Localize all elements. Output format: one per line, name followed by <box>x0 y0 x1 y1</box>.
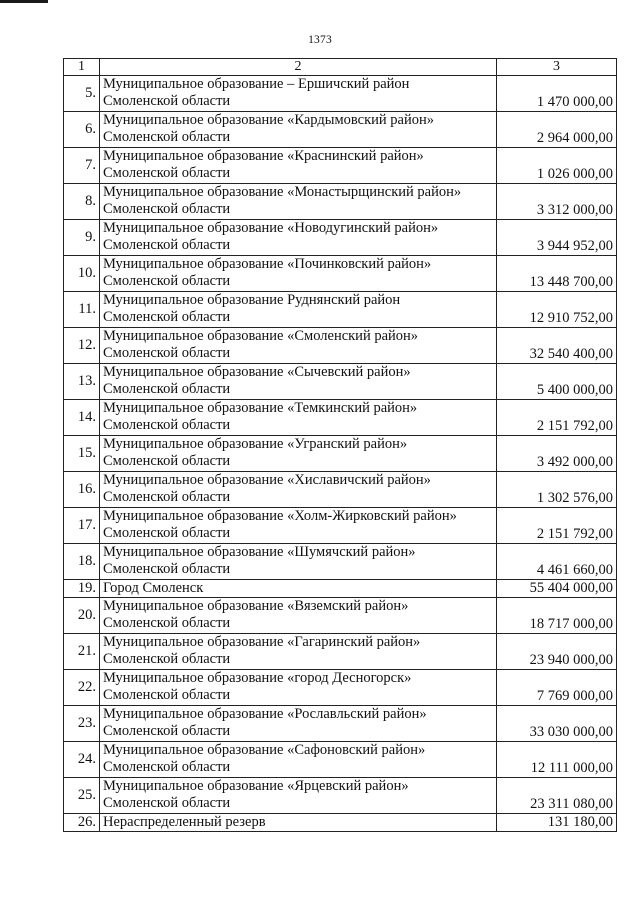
name-line-primary: Муниципальное образование «Сафоновский район» <box>103 742 426 758</box>
row-number: 5. <box>64 76 100 112</box>
municipality-name <box>100 778 497 814</box>
municipality-name <box>100 364 497 400</box>
row-number: 19. <box>64 580 100 598</box>
name-line-primary: Муниципальное образование «Рославльский район» <box>103 706 427 722</box>
table-row <box>64 436 617 472</box>
municipality-name <box>100 76 497 112</box>
table-row <box>64 814 617 832</box>
name-line-primary: Муниципальное образование «Холм-Жирковский район» <box>103 508 457 524</box>
municipality-name <box>100 328 497 364</box>
row-number: 18. <box>64 544 100 580</box>
allocation-table <box>63 58 617 832</box>
municipality-name <box>100 472 497 508</box>
allocation-amount: 23 940 000,00 <box>497 634 617 670</box>
municipality-name <box>100 400 497 436</box>
header-col-1: 1 <box>64 59 100 76</box>
row-number: 8. <box>64 184 100 220</box>
table-row <box>64 544 617 580</box>
header-col-3: 3 <box>497 59 617 76</box>
name-line-primary: Муниципальное образование «Смоленский район» <box>103 328 419 344</box>
row-number: 13. <box>64 364 100 400</box>
row-number: 26. <box>64 814 100 832</box>
municipality-name <box>100 148 497 184</box>
allocation-amount: 3 312 000,00 <box>497 184 617 220</box>
name-line-region: Смоленской области <box>103 651 231 667</box>
allocation-amount: 32 540 400,00 <box>497 328 617 364</box>
name-line-region: Смоленской области <box>103 201 231 217</box>
row-number: 23. <box>64 706 100 742</box>
table-row <box>64 472 617 508</box>
municipality-name <box>100 706 497 742</box>
municipality-name <box>100 544 497 580</box>
municipality-name <box>100 670 497 706</box>
row-number: 25. <box>64 778 100 814</box>
name-line-region: Смоленской области <box>103 417 231 433</box>
name-line-primary: Муниципальное образование «Шумячский район» <box>103 544 416 560</box>
table-row <box>64 508 617 544</box>
table-row <box>64 364 617 400</box>
name-line-region: Смоленской области <box>103 93 231 109</box>
allocation-amount: 4 461 660,00 <box>497 544 617 580</box>
table-row <box>64 292 617 328</box>
row-number: 12. <box>64 328 100 364</box>
top-edge-rule <box>0 0 48 3</box>
table-row <box>64 328 617 364</box>
table-row <box>64 76 617 112</box>
name-line-primary: Муниципальное образование «Ярцевский район» <box>103 778 409 794</box>
header-col-2: 2 <box>100 59 497 76</box>
table-header <box>64 59 617 76</box>
allocation-amount: 7 769 000,00 <box>497 670 617 706</box>
table-row <box>64 634 617 670</box>
table-row <box>64 742 617 778</box>
municipality-name <box>100 580 497 598</box>
row-number: 16. <box>64 472 100 508</box>
allocation-amount: 1 470 000,00 <box>497 76 617 112</box>
row-number: 17. <box>64 508 100 544</box>
name-line-region: Смоленской области <box>103 723 231 739</box>
row-number: 7. <box>64 148 100 184</box>
row-number: 6. <box>64 112 100 148</box>
municipality-name <box>100 256 497 292</box>
allocation-amount: 2 964 000,00 <box>497 112 617 148</box>
table-row <box>64 112 617 148</box>
name-line-primary: Муниципальное образование «Гагаринский район» <box>103 634 421 650</box>
table-body <box>64 76 617 832</box>
name-line-region: Смоленской области <box>103 453 231 469</box>
table-row <box>64 256 617 292</box>
name-line-primary: Муниципальное образование «Новодугинский район» <box>103 220 439 236</box>
page-number: 1373 <box>308 34 332 46</box>
row-number: 9. <box>64 220 100 256</box>
table-row <box>64 670 617 706</box>
name-line-region: Смоленской области <box>103 237 231 253</box>
row-number: 11. <box>64 292 100 328</box>
allocation-amount: 55 404 000,00 <box>497 580 617 598</box>
row-number: 14. <box>64 400 100 436</box>
name-line-region: Смоленской области <box>103 129 231 145</box>
header-row <box>64 59 617 76</box>
table-row <box>64 580 617 598</box>
name-line-region: Смоленской области <box>103 795 231 811</box>
name-line-primary: Муниципальное образование «Кардымовский район» <box>103 112 434 128</box>
row-number: 24. <box>64 742 100 778</box>
name-line-region: Смоленской области <box>103 561 231 577</box>
allocation-amount: 1 026 000,00 <box>497 148 617 184</box>
table-row <box>64 598 617 634</box>
name-line-primary: Нераспределенный резерв <box>103 814 266 830</box>
municipality-name <box>100 634 497 670</box>
table-row <box>64 184 617 220</box>
table-row <box>64 778 617 814</box>
name-line-region: Смоленской области <box>103 309 231 325</box>
municipality-name <box>100 220 497 256</box>
name-line-region: Смоленской области <box>103 759 231 775</box>
name-line-primary: Муниципальное образование «Монастырщинский район» <box>103 184 462 200</box>
municipality-name <box>100 184 497 220</box>
allocation-amount: 12 111 000,00 <box>497 742 617 778</box>
row-number: 15. <box>64 436 100 472</box>
row-number: 21. <box>64 634 100 670</box>
name-line-primary: Муниципальное образование «Краснинский район» <box>103 148 424 164</box>
allocation-amount: 131 180,00 <box>497 814 617 832</box>
name-line-region: Смоленской области <box>103 615 231 631</box>
name-line-region: Смоленской области <box>103 381 231 397</box>
table-row <box>64 220 617 256</box>
allocation-amount: 33 030 000,00 <box>497 706 617 742</box>
allocation-amount: 2 151 792,00 <box>497 400 617 436</box>
allocation-amount: 23 311 080,00 <box>497 778 617 814</box>
name-line-region: Смоленской области <box>103 489 231 505</box>
name-line-primary: Муниципальное образование «Хиславичский район» <box>103 472 431 488</box>
municipality-name <box>100 292 497 328</box>
name-line-region: Смоленской области <box>103 273 231 289</box>
name-line-region: Смоленской области <box>103 687 231 703</box>
table-row <box>64 148 617 184</box>
allocation-amount: 5 400 000,00 <box>497 364 617 400</box>
municipality-name <box>100 814 497 832</box>
allocation-amount: 18 717 000,00 <box>497 598 617 634</box>
allocation-amount: 12 910 752,00 <box>497 292 617 328</box>
table-row <box>64 400 617 436</box>
allocation-amount: 13 448 700,00 <box>497 256 617 292</box>
row-number: 22. <box>64 670 100 706</box>
name-line-primary: Муниципальное образование «Починковский район» <box>103 256 432 272</box>
table-row <box>64 706 617 742</box>
municipality-name <box>100 598 497 634</box>
allocation-amount: 2 151 792,00 <box>497 508 617 544</box>
name-line-primary: Муниципальное образование Руднянский район <box>103 292 401 308</box>
row-number: 10. <box>64 256 100 292</box>
name-line-primary: Муниципальное образование «Сычевский район» <box>103 364 411 380</box>
name-line-primary: Муниципальное образование «Угранский район» <box>103 436 408 452</box>
row-number: 20. <box>64 598 100 634</box>
name-line-primary: Муниципальное образование «Темкинский район» <box>103 400 418 416</box>
name-line-primary: Муниципальное образование «город Десногорск» <box>103 670 412 686</box>
allocation-amount: 3 944 952,00 <box>497 220 617 256</box>
name-line-region: Смоленской области <box>103 165 231 181</box>
municipality-name <box>100 436 497 472</box>
municipality-name <box>100 112 497 148</box>
municipality-name <box>100 508 497 544</box>
allocation-amount: 1 302 576,00 <box>497 472 617 508</box>
name-line-region: Смоленской области <box>103 525 231 541</box>
name-line-primary: Город Смоленск <box>103 580 204 596</box>
name-line-primary: Муниципальное образование «Вяземский район» <box>103 598 409 614</box>
municipality-name <box>100 742 497 778</box>
name-line-primary: Муниципальное образование – Ершичский район <box>103 76 410 92</box>
allocation-amount: 3 492 000,00 <box>497 436 617 472</box>
name-line-region: Смоленской области <box>103 345 231 361</box>
